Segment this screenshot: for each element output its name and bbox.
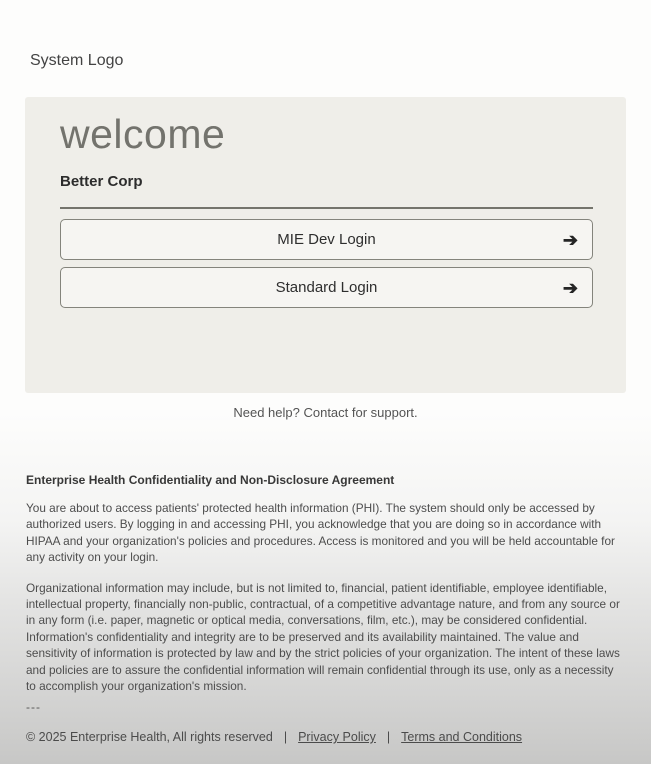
mie-dev-login-button[interactable] [60, 219, 593, 260]
arrow-right-icon: ➔ [562, 277, 578, 298]
footer-divider: | [386, 730, 391, 744]
footer [26, 730, 522, 744]
privacy-policy-link[interactable]: Privacy Policy [298, 730, 376, 744]
welcome-panel [25, 97, 626, 393]
organization-name: Better Corp [60, 173, 143, 190]
arrow-right-icon: ➔ [562, 229, 578, 250]
help-text: Need help? Contact for support. [233, 405, 418, 420]
standard-login-label: Standard Login [275, 279, 378, 296]
mie-dev-login-label: MIE Dev Login [277, 231, 376, 248]
confidentiality-agreement [26, 473, 626, 708]
system-logo: System Logo [30, 52, 124, 69]
agreement-paragraph: You are about to access patients' protected health information (PHI). The system should only be accessed by authorized users. By logging in and accessing PHI, you acknowledge that you are doing so in accordance with HIPAA and your organization's policies and procedures. Access is monitored and you will be held accountable for any activity on your login. [26, 501, 615, 565]
copyright-text: © 2025 Enterprise Health, All rights reserved [26, 730, 273, 744]
terms-and-conditions-link[interactable]: Terms and Conditions [401, 730, 523, 744]
footer-divider: | [283, 730, 288, 744]
welcome-title: welcome [60, 111, 226, 157]
agreement-heading: Enterprise Health Confidentiality and Non-Disclosure Agreement [26, 473, 395, 487]
panel-divider [60, 207, 593, 209]
separator-dashes: --- [26, 700, 41, 714]
standard-login-button[interactable] [60, 267, 593, 308]
agreement-paragraph: Organizational information may include, but is not limited to, financial, patient identifiable, employee identifiable, intellectual property, financially non-public, contractual, of a competitive advantage nature, and from any source or in any form (i.e. paper, magnetic or optical media, conversations, film, etc.), may be considered confidential. Information's confidentiality and integrity are to be preserved and its availability maintained. The value and sensitivity of information is protected by law and by the strict policies of your organization. The intent of these laws and policies are to assure the confidential information will remain confidential through its use, only as a necessity to accomplish your organization's mission. [26, 580, 620, 694]
